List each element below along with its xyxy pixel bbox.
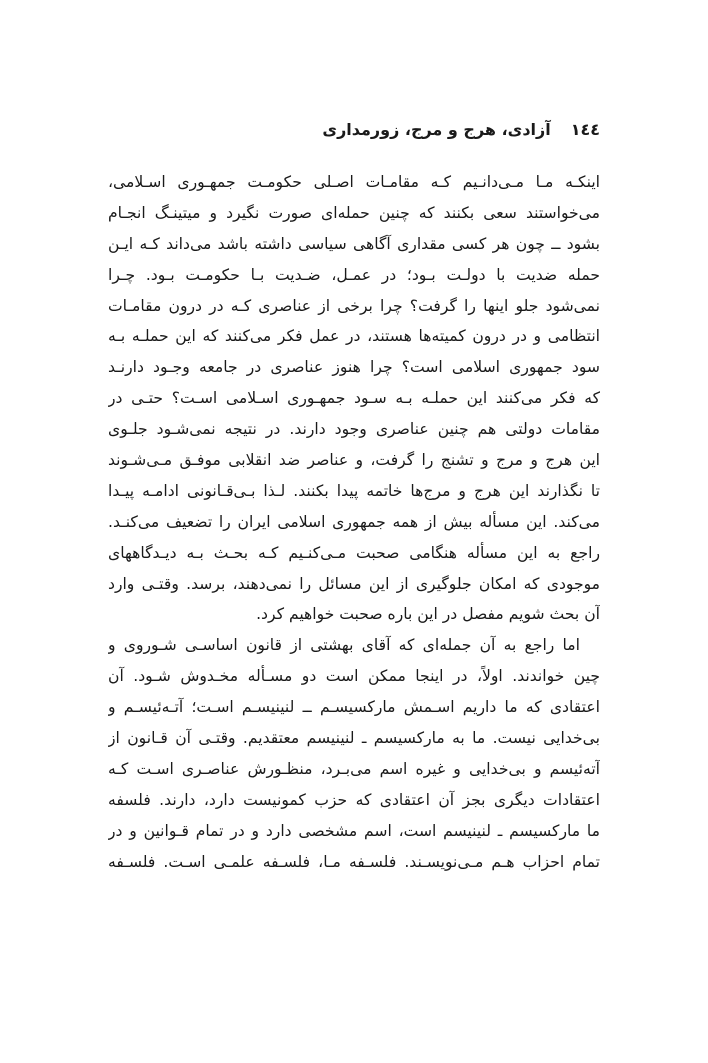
text-line: انتظامی و در درون کمیته‌ها هستند، در عمل فکر می‌کنند که این حملـه بـه bbox=[108, 327, 600, 346]
chapter-title: آزادی، هرج و مرج، زورمداری bbox=[322, 120, 551, 139]
paragraph-first-line: اما راجع به آن جمله‌ای که آقای بهشتی از قانون اساسـی شـوروی و bbox=[108, 636, 580, 655]
text-line: تا نگذارند این هرج و مرج‌ها خاتمه پیدا بکنند. لـذا بـی‌قـانونی ادامـه پیـدا bbox=[108, 481, 600, 500]
text-line: بشود ــ چون هر کسی مقداری آگاهی سیاسی داشته باشد می‌داند کـه ایـن bbox=[108, 234, 600, 253]
paragraph-last-line: آن بحث شویم مفصل در این باره صحبت خواهیم کرد. bbox=[256, 605, 600, 624]
text-line: موجودی که امکان جلوگیری از این مسائل را نمی‌دهند، برسد. وقتـی وارد bbox=[108, 574, 600, 593]
text-line: می‌کند. این مسأله بیش از همه جمهوری اسلامی ایران را تضعیف می‌کنـد. bbox=[108, 512, 600, 531]
text-line: اعتقادات دیگری بجز آن اعتقادی که حزب کمونیست دارد، دارند. فلسفه bbox=[108, 790, 600, 809]
text-line: مقامات دولتی هم چنین عناصری وجود دارند. در نتیجه نمی‌شـود جلـوی bbox=[108, 420, 600, 439]
text-line: این هرج و مرج و تشنج را گرفت، و عناصر ضد انقلابی موفـق مـی‌شـوند bbox=[108, 451, 600, 470]
text-line: اعتقادی که ما داریم اسـمش مارکسیسـم ــ لنینیسـم اسـت؛ آتـه‌ئیسـم و bbox=[108, 698, 600, 717]
text-line: آته‌ئیسم و بی‌خدایی و غیره اسم می‌بـرد، منظـورش عناصـری اسـت کـه bbox=[108, 759, 600, 778]
text-line: تمام احزاب هـم مـی‌نویسـند. فلسـفه مـا، فلسـفه علمـی اسـت. فلسـفه bbox=[108, 852, 600, 871]
body-text bbox=[108, 167, 600, 877]
text-line: که فکر می‌کنند این حملـه بـه سـود جمهـوری اسـلامی اسـت؟ حتـی در bbox=[108, 389, 600, 408]
text-line: چین خواندند. اولاً، در اینجا ممکن است دو مسـأله مخـدوش شـود. آن bbox=[108, 667, 600, 686]
text-line: بی‌خدایی نیست. ما به مارکسیسم ـ لنینیسم معتقدیم. وقتـی آن قـانون از bbox=[108, 729, 600, 748]
text-line: ما مارکسیسم ـ لنینیسم است، اسم مشخصی دارد و در تمام قـوانین و در bbox=[108, 821, 600, 840]
text-line: اینکـه مـا مـی‌دانـیم کـه مقامـات اصـلی حکومـت جمهـوری اسـلامی، bbox=[108, 173, 600, 191]
text-line: می‌خواستند سعی بکنند که چنین حمله‌ای صورت نگیرد و میتینـگ انجـام bbox=[108, 203, 600, 222]
text-line: راجع به این مسأله هنگامی صحبت مـی‌کنـیم کـه بحـث بـه دیـدگاههای bbox=[108, 543, 600, 562]
text-line: حمله ضدیت با دولـت بـود؛ در عمـل، ضـدیت بـا حکومـت بـود. چـرا bbox=[108, 265, 600, 284]
page-number: ١٤٤ bbox=[570, 120, 600, 139]
text-line: سود جمهوری اسلامی است؟ چرا هنوز عناصری در جامعه وجـود دارنـد bbox=[108, 358, 600, 377]
text-line: نمی‌شود جلو اینها را گرفت؟ چرا برخی از عناصری کـه در درون مقامـات bbox=[108, 296, 600, 315]
running-header bbox=[108, 118, 600, 142]
